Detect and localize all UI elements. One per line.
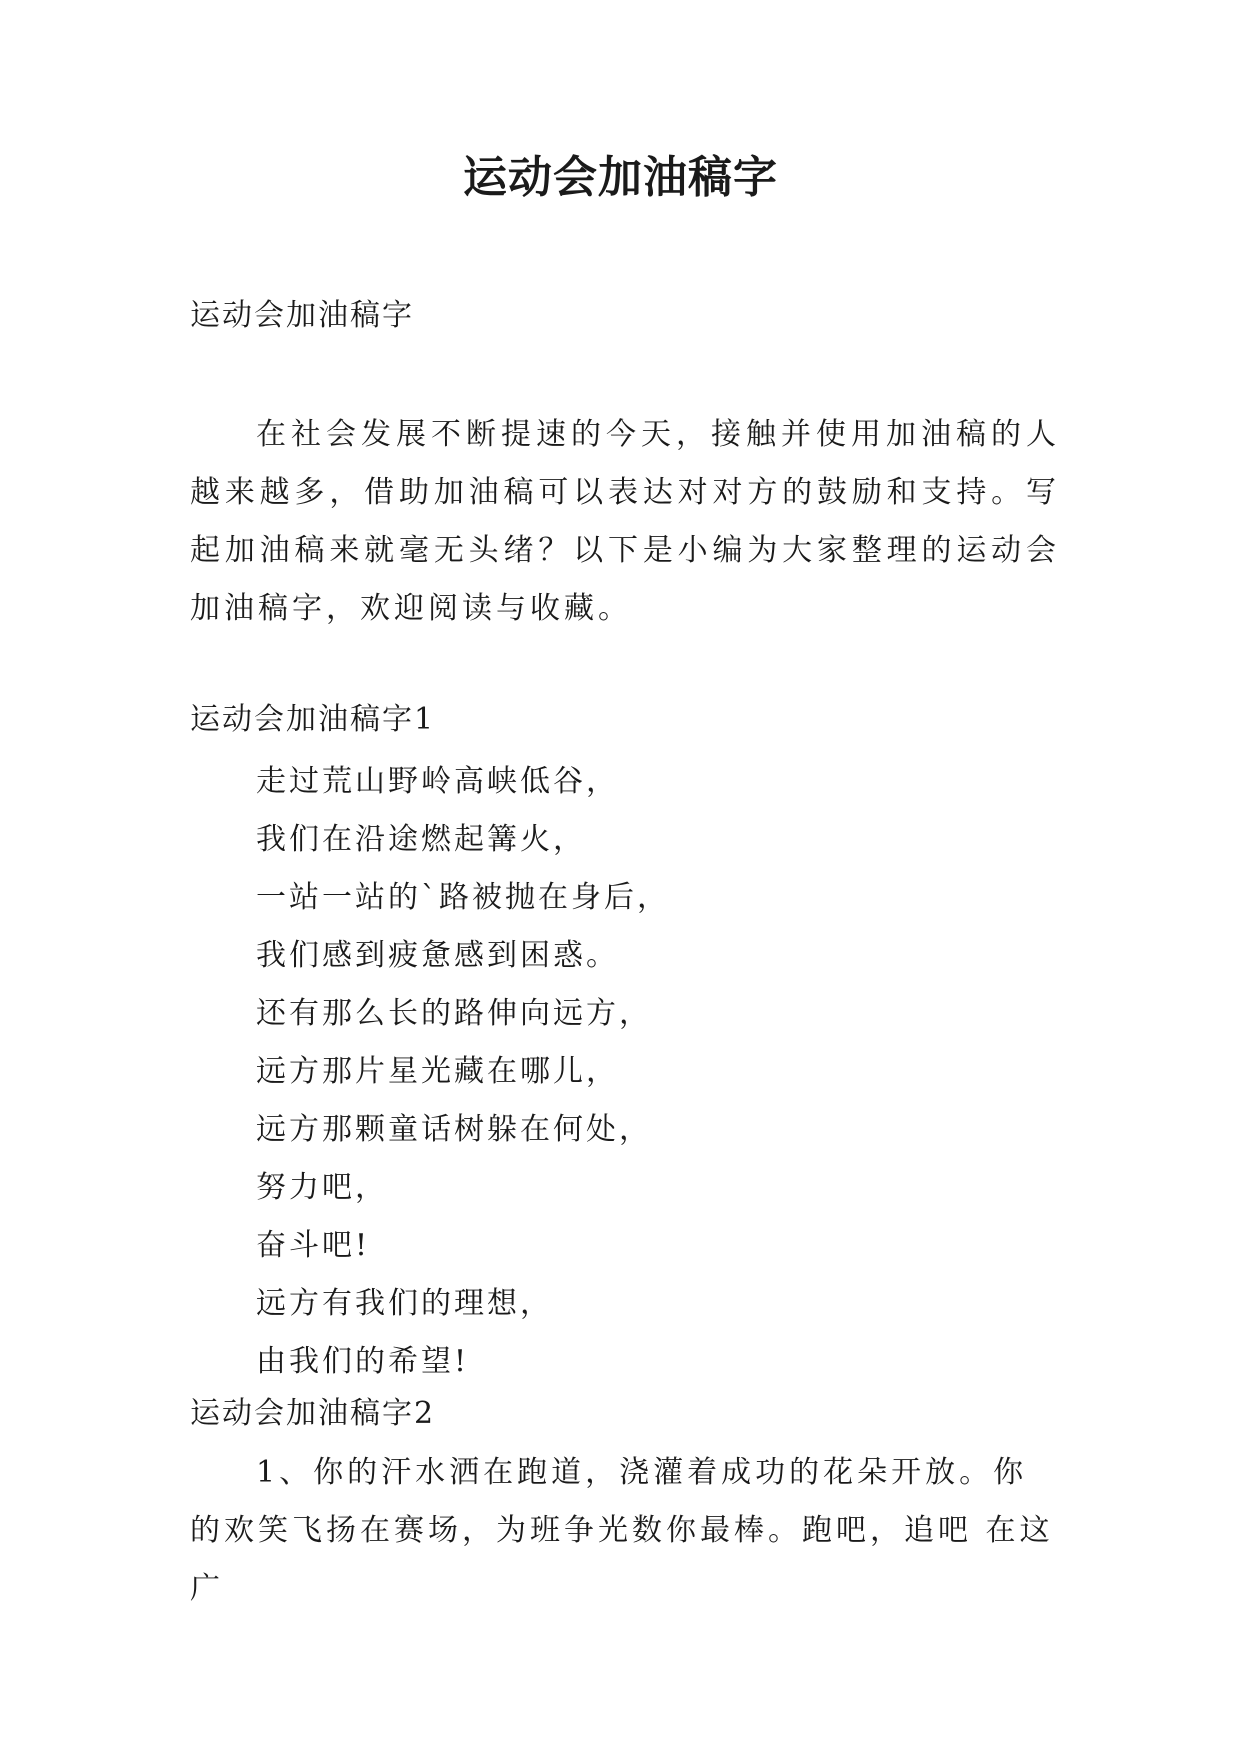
poem-line: 我们在沿途燃起篝火， bbox=[256, 822, 586, 857]
document-title: 运动会加油稿字 bbox=[463, 152, 778, 203]
poem-line: 还有那么长的路伸向远方， bbox=[256, 996, 652, 1031]
section-1-heading: 运动会加油稿字1 bbox=[190, 702, 436, 737]
poem-line: 由我们的希望! bbox=[256, 1344, 470, 1379]
section-1-poem bbox=[256, 753, 670, 1391]
document-subtitle: 运动会加油稿字 bbox=[190, 298, 414, 333]
section-2-heading: 运动会加油稿字2 bbox=[190, 1396, 436, 1431]
poem-line: 奋斗吧! bbox=[256, 1228, 371, 1263]
poem-line: 远方有我们的理想， bbox=[256, 1286, 553, 1321]
intro-paragraph: 在社会发展不断提速的今天，接触并使用加油稿的人越来越多，借助加油稿可以表达对对方的鼓励和支持。写起加油稿来就毫无头绪？以下是小编为大家整理的运动会加油稿字，欢迎阅读与收藏。 bbox=[190, 417, 1060, 626]
section-2-paragraph: 1、你的汗水洒在跑道，浇灌着成功的花朵开放。你的欢笑飞扬在赛场，为班争光数你最棒。跑吧，追吧 在这广 bbox=[190, 1455, 1054, 1606]
poem-line: 一站一站的`路被抛在身后， bbox=[256, 880, 670, 915]
poem-line: 努力吧， bbox=[256, 1170, 388, 1205]
poem-line: 走过荒山野岭高峡低谷， bbox=[256, 764, 619, 799]
poem-line: 我们感到疲惫感到困惑。 bbox=[256, 938, 619, 973]
poem-line: 远方那片星光藏在哪儿， bbox=[256, 1054, 619, 1089]
poem-line: 远方那颗童话树躲在何处， bbox=[256, 1112, 652, 1147]
